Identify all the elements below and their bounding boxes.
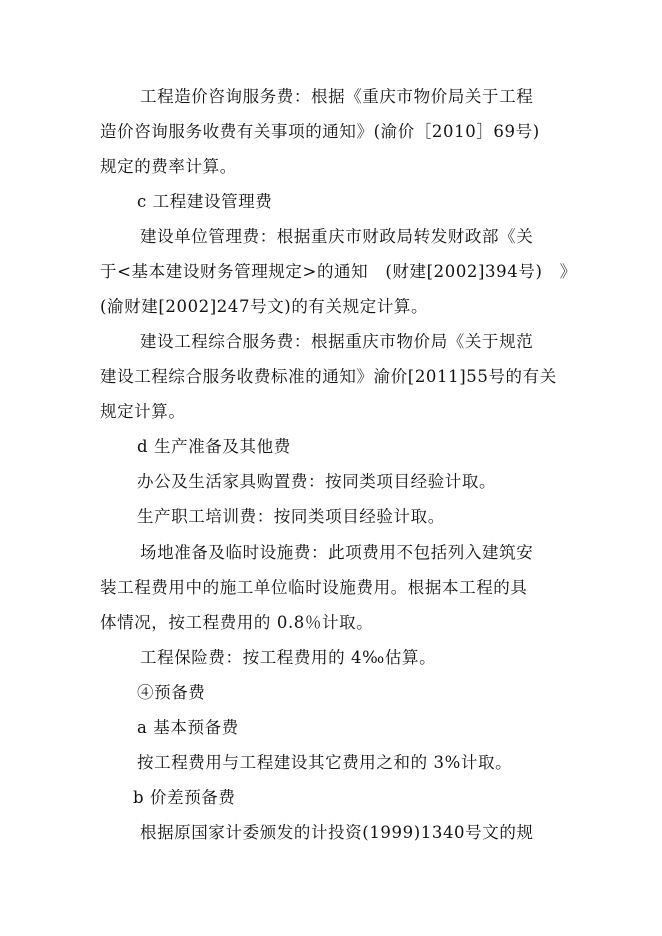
paragraph-line: 规定计算。 (100, 402, 186, 421)
paragraph-line: 生产职工培训费：按同类项目经验计取。 (137, 507, 445, 526)
section-heading: d 生产准备及其他费 (137, 437, 291, 456)
paragraph-line: 场地准备及临时设施费：此项费用不包括列入建筑安 (140, 543, 534, 562)
paragraph-line: 办公及生活家具购置费：按同类项目经验计取。 (137, 472, 497, 491)
section-heading: c 工程建设管理费 (137, 192, 273, 211)
paragraph-line: 建设工程综合服务收费标准的通知》渝价[2011]55号的有关 (100, 367, 557, 386)
paragraph-line: 根据原国家计委颁发的计投资(1999)1340号文的规 (140, 823, 534, 842)
paragraph-line: 工程造价咨询服务费：根据《重庆市物价局关于工程 (140, 87, 534, 106)
paragraph-line: 工程保险费：按工程费用的 4‰估算。 (140, 648, 437, 667)
paragraph-line: 装工程费用中的施工单位临时设施费用。根据本工程的具 (100, 578, 528, 597)
paragraph-line: 规定的费率计算。 (100, 157, 237, 176)
paragraph-line: 建设工程综合服务费：根据重庆市物价局《关于规范 (140, 332, 534, 351)
section-heading: ④预备费 (137, 683, 206, 702)
paragraph-line: 于<基本建设财务管理规定>的通知 (财建[2002]394号) 》 (100, 262, 577, 281)
section-heading: b 价差预备费 (133, 788, 236, 807)
paragraph-line: 建设单位管理费：根据重庆市财政局转发财政部《关 (140, 227, 534, 246)
section-heading: a 基本预备费 (137, 718, 239, 737)
paragraph-line: 体情况，按工程费用的 0.8％计取。 (100, 613, 374, 632)
paragraph-line: 造价咨询服务收费有关事项的通知》(渝价［2010］69号) (100, 122, 540, 141)
paragraph-line: (渝财建[2002]247号文)的有关规定计算。 (100, 297, 429, 316)
paragraph-line: 按工程费用与工程建设其它费用之和的 3%计取。 (137, 753, 513, 772)
